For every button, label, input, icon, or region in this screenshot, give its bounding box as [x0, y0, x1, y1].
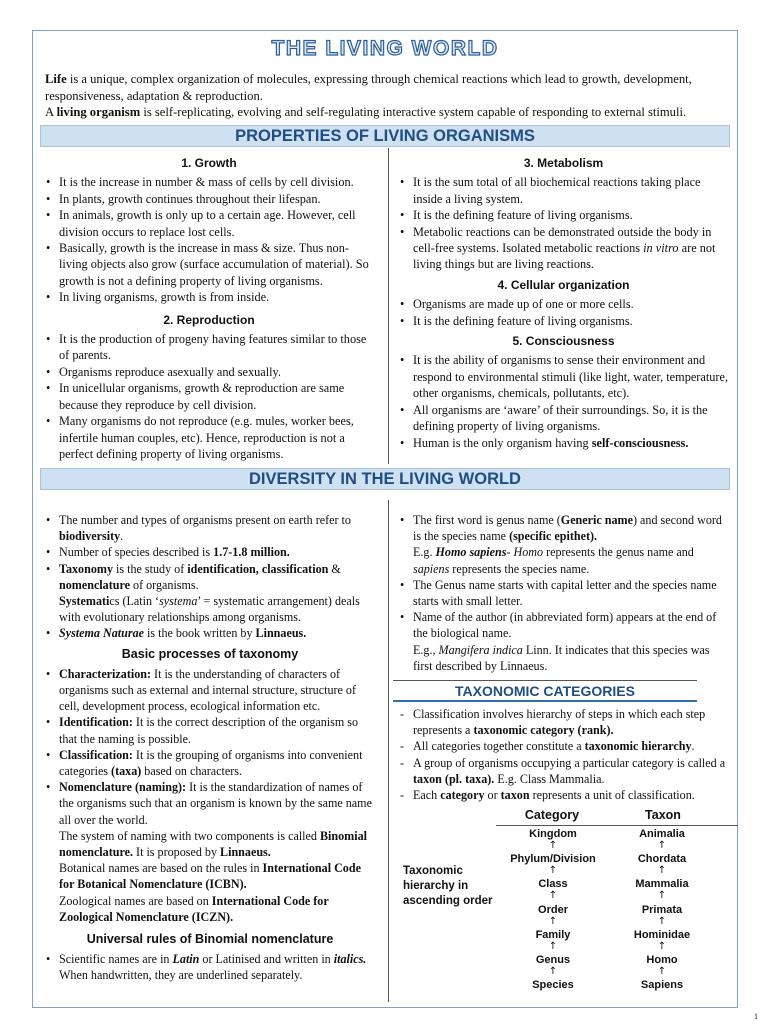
life-definition: Life is a unique, complex organization of molecules, expressing through chemical reactions which lead to growth, development, responsiveness, adaptation & reproduction. — [45, 72, 692, 103]
list-item: • The Genus name starts with capital letter and the species name starts with small letter. — [396, 577, 732, 609]
list-item: - All categories together constitute a taxonomic hierarchy. — [396, 738, 732, 754]
list-item: • In unicellular organisms, growth & reproduction are same because they reproduce by cell division. — [42, 380, 376, 413]
taxon-cell: Homo — [646, 954, 678, 966]
up-arrow-icon: ↑ — [548, 940, 558, 952]
taxonomic-categories-heading: TAXONOMIC CATEGORIES — [393, 684, 697, 702]
list-item: • Systema Naturae is the book written by Linnaeus. — [42, 625, 378, 641]
list-item: • The number and types of organisms present on earth refer to biodiversity. — [42, 512, 378, 544]
list-item: • It is the increase in number & mass of cells by cell division. — [42, 174, 376, 190]
binomial-list-2 — [396, 577, 732, 642]
right-properties-column — [396, 153, 731, 451]
hierarchy-side-label: Taxonomic hierarchy in ascending order — [403, 865, 493, 907]
list-item: • It is the sum total of all biochemical reactions taking place inside a living system. — [396, 174, 731, 207]
iczn-note: Zoological names are based on International Code for Zoological Nomenclature (ICZN). — [59, 893, 329, 924]
category-cell: Kingdom — [529, 828, 577, 840]
list-item: • It is the ability of organisms to sense their environment and respond to environmental stimuli (like light, water, temperature, other organisms, chemicals, pollutants, etc). — [396, 352, 731, 401]
up-arrow-icon: ↑ — [548, 840, 558, 851]
list-item: • Organisms reproduce asexually and sexually. — [42, 364, 376, 380]
taxon-cell: Hominidae — [633, 928, 691, 941]
up-arrow-icon: ↑ — [657, 915, 667, 927]
list-item: • Scientific names are in Latin or Latinised and written in italics. When handwritten, they are underlined separately. — [42, 951, 378, 983]
up-arrow-icon: ↑ — [548, 865, 558, 877]
diversity-list — [42, 512, 378, 593]
diversity-banner: DIVERSITY IN THE LIVING WORLD — [40, 468, 730, 490]
list-item: • Characterization: It is the understanding of characters of organisms such as external and internal structure, structure of cell, development process, ecological information etc. — [42, 666, 378, 715]
taxonomic-notes — [396, 706, 732, 803]
list-item: • Number of species described is 1.7-1.8 million. — [42, 544, 378, 560]
category-cell: Order — [538, 903, 568, 916]
universal-rules-list — [42, 951, 378, 983]
systematics-note: Systematics (Latin ‘systema’ = systematic arrangement) deals with evolutionary relationships among organisms. — [59, 594, 360, 625]
taxon-cell: Animalia — [639, 828, 685, 840]
up-arrow-icon: ↑ — [657, 940, 667, 952]
list-item: • In plants, growth continues throughout their lifespan. — [42, 191, 376, 207]
up-arrow-icon: ↑ — [657, 890, 667, 902]
basic-processes-heading: Basic processes of taxonomy — [121, 646, 299, 661]
column-divider — [388, 500, 389, 1002]
category-cell: Species — [532, 979, 574, 992]
table-header-rule — [496, 825, 738, 826]
reproduction-heading: 2. Reproduction — [163, 312, 255, 327]
list-item: • Identification: It is the correct description of the organism so that the naming is possible. — [42, 714, 378, 746]
taxon-cell: Primata — [641, 903, 683, 916]
icbn-note: Botanical names are based on the rules in International Code for Botanical Nomenclature (ICBN). — [59, 861, 361, 892]
properties-banner: PROPERTIES OF LIVING ORGANISMS — [40, 125, 730, 147]
list-item: • Taxonomy is the study of identification, classification & nomenclature of organisms. — [42, 561, 378, 593]
growth-heading: 1. Growth — [181, 156, 237, 170]
list-item: • Metabolic reactions can be demonstrated outside the body in cell-free systems. Isolated metabolic reactions in vitro are not living things but are living reactions. — [396, 224, 731, 273]
list-item: • It is the defining feature of living organisms. — [396, 313, 731, 329]
consciousness-heading: 5. Consciousness — [512, 334, 615, 349]
mangifera-example: E.g., Mangifera indica Linn. It indicates that this species was first described by Linnaeus. — [413, 642, 710, 673]
organism-definition: A living organism is self-replicating, evolving and self-regulating interactive system capable of responding to external stimuli. — [45, 105, 687, 119]
up-arrow-icon: ↑ — [548, 915, 558, 927]
cellular-heading: 4. Cellular organization — [497, 277, 630, 292]
list-item: - Each category or taxon represents a unit of classification. — [396, 787, 732, 803]
page-bottom-rule — [32, 1007, 738, 1008]
list-item: • It is the defining feature of living organisms. — [396, 207, 731, 223]
list-item: • It is the production of progeny having features similar to those of parents. — [42, 331, 376, 364]
up-arrow-icon: ↑ — [657, 966, 667, 977]
list-item: • Name of the author (in abbreviated form) appears at the end of the biological name. — [396, 609, 732, 641]
taxon-column-header: Taxon — [645, 808, 681, 822]
page-title: THE LIVING WORLD — [271, 37, 499, 60]
growth-list — [42, 174, 376, 305]
metabolism-list — [396, 174, 731, 272]
category-cell: Genus — [535, 954, 571, 966]
list-item: - Classification involves hierarchy of steps in which each step represents a taxonomic category (rank). — [396, 706, 732, 738]
divider — [393, 680, 697, 681]
binomial-note: The system of naming with two components is called Binomial nomenclature. It is proposed by Linnaeus. — [59, 828, 368, 860]
list-item: • All organisms are ‘aware’ of their surroundings. So, it is the defining property of living organisms. — [396, 402, 731, 435]
list-item: • In animals, growth is only up to a certain age. However, cell division occurs to replace lost cells. — [42, 207, 376, 240]
homo-sapiens-example: E.g. Homo sapiens- Homo represents the genus name and sapiens represents the species name. — [413, 545, 694, 576]
column-divider — [388, 148, 389, 464]
taxonomic-list — [396, 706, 732, 803]
basic-processes-list — [42, 666, 378, 828]
list-item: • Many organisms do not reproduce (e.g. mules, worker bees, infertile human couples, etc). Hence, reproduction is not a perfect defining property of living organisms. — [42, 413, 376, 462]
category-cell: Phylum/Division — [510, 853, 596, 866]
list-item: • Organisms are made up of one or more cells. — [396, 296, 731, 312]
list-item: • The first word is genus name (Generic name) and second word is the species name (specific epithet). — [396, 512, 732, 544]
metabolism-heading: 3. Metabolism — [523, 156, 604, 170]
list-item: • In living organisms, growth is from inside. — [42, 289, 376, 305]
list-item: - A group of organisms occupying a particular category is called a taxon (pl. taxa). E.g. Class Mammalia. — [396, 755, 732, 787]
up-arrow-icon: ↑ — [548, 890, 558, 902]
up-arrow-icon: ↑ — [657, 865, 667, 877]
category-column-header: Category — [524, 808, 580, 822]
list-item: • Human is the only organism having self-consciousness. — [396, 435, 731, 451]
cellular-list — [396, 296, 731, 329]
taxon-cell: Chordata — [637, 853, 687, 866]
reproduction-list — [42, 331, 376, 462]
intro — [45, 71, 731, 121]
category-cell: Class — [538, 878, 568, 891]
taxon-cell: Mammalia — [635, 878, 689, 891]
list-item: • Basically, growth is the increase in mass & size. Thus non-living objects also grow (surface accumulation of material). So growth is not a defining property of living organisms. — [42, 240, 376, 289]
category-cell: Family — [535, 928, 571, 941]
list-item: • Classification: It is the grouping of organisms into convenient categories (taxa) based on characters. — [42, 747, 378, 779]
list-item: • Nomenclature (naming): It is the standardization of names of the organisms such that an organism is known by the same name all over the world. — [42, 779, 378, 828]
diversity-right-column — [396, 512, 732, 674]
consciousness-list — [396, 352, 731, 450]
diversity-left-column — [42, 512, 378, 984]
diversity-list-2 — [42, 625, 378, 641]
universal-rules-heading: Universal rules of Binomial nomenclature — [86, 932, 334, 947]
left-properties-column — [42, 153, 376, 462]
up-arrow-icon: ↑ — [548, 966, 558, 977]
page-number: 1 — [754, 1012, 758, 1021]
up-arrow-icon: ↑ — [657, 840, 667, 851]
taxon-cell: Sapiens — [640, 979, 684, 992]
binomial-list — [396, 512, 732, 544]
